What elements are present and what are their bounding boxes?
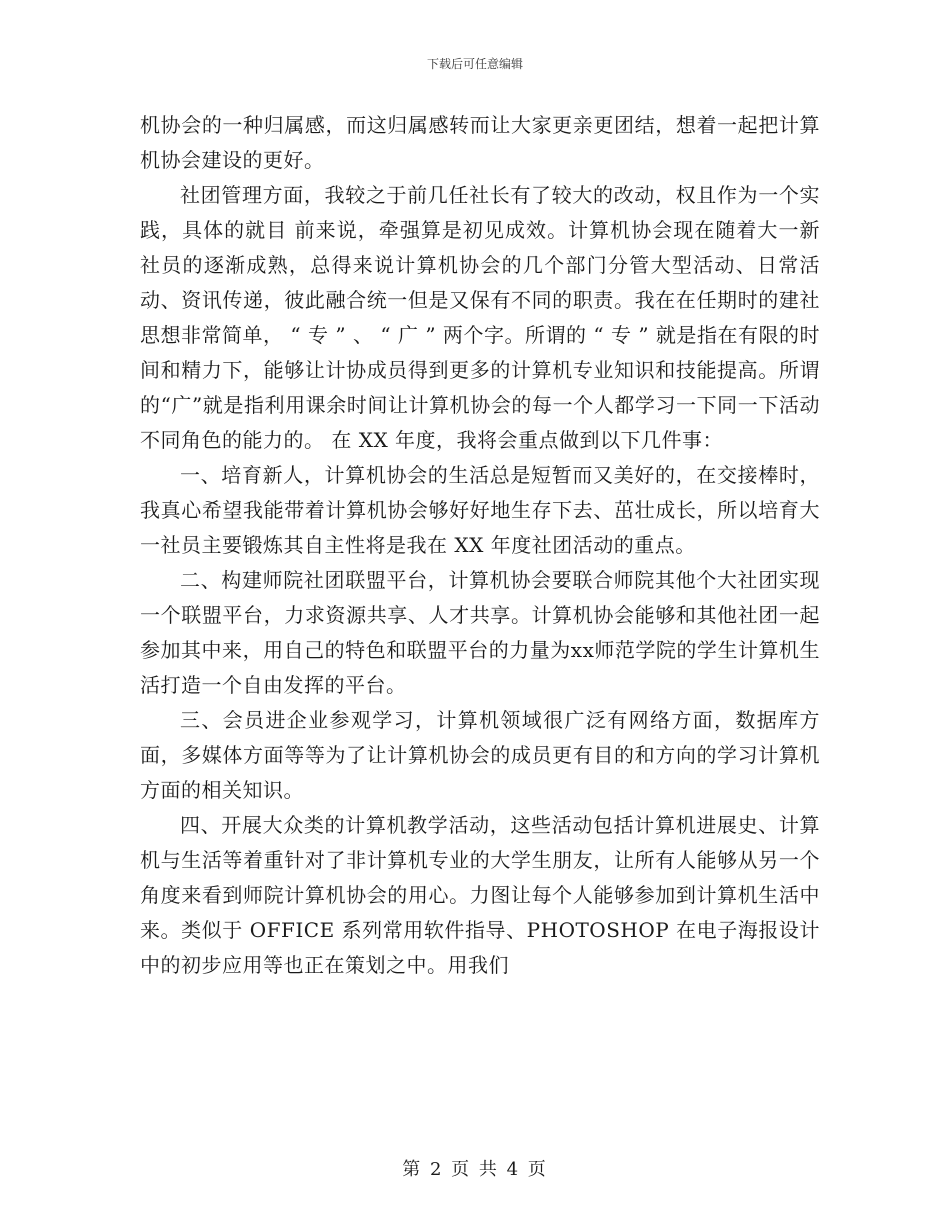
paragraph: 三、会员进企业参观学习，计算机领域很广泛有网络方面，数据库方面，多媒体方面等等为了让计算机协会的成员更有目的和方向的学习计算机方面的相关知识。 (140, 708, 820, 802)
paragraph: 社团管理方面，我较之于前几任社长有了较大的改动，权且作为一个实践，具体的就目 前来说，牵强算是初见成效。计算机协会现在随着大一新社员的逐渐成熟，总得来说计算机协会的几个部门分管大型活动、日常活动、资讯传递，彼此融合统一但是又保有不同的职责。我在在任期时的建社思想非常简单， “ 专 ” 、 “ 广 ” 两个字。所谓的 “ 专 ” 就是指在有限的时间和精力下，能够让计协成员得到更多的计算机专业知识和技能提高。所谓的“广”就是指利用课余时间让计算机协会的每一个人都学习一下同一下活动不同角色的能力的。 在 XX 年度，我将会重点做到以下几件事： (140, 183, 820, 452)
paragraph: 四、开展大众类的计算机教学活动，这些活动包括计算机进展史、计算机与生活等着重针对了非计算机专业的大学生朋友，让所有人能够从另一个角度来看到师院计算机协会的用心。力图让每个人能够参加到计算机生活中来。类似于 OFFICE 系列常用软件指导、PHOTOSHOP 在电子海报设计中的初步应用等也正在策划之中。用我们 (140, 813, 820, 977)
paragraph: 机协会的一种归属感，而这归属感转而让大家更亲更团结，想着一起把计算机协会建设的更好。 (140, 113, 820, 172)
page-header: 下载后可任意编辑 (426, 57, 523, 71)
paragraph: 二、构建师院社团联盟平台，计算机协会要联合师院其他个大社团实现一个联盟平台，力求资源共享、人才共享。计算机协会能够和其他社团一起参加其中来，用自己的特色和联盟平台的力量为xx师范学院的学生计算机生活打造一个自由发挥的平台。 (140, 568, 820, 697)
page-number: 第 2 页 共 4 页 (402, 1159, 548, 1180)
document-body (140, 108, 820, 983)
paragraph: 一、培育新人，计算机协会的生活总是短暂而又美好的，在交接棒时，我真心希望我能带着计算机协会够好好地生存下去、茁壮成长，所以培育大一社员主要锻炼其自主性将是我在 XX 年度社团活动的重点。 (140, 463, 820, 557)
